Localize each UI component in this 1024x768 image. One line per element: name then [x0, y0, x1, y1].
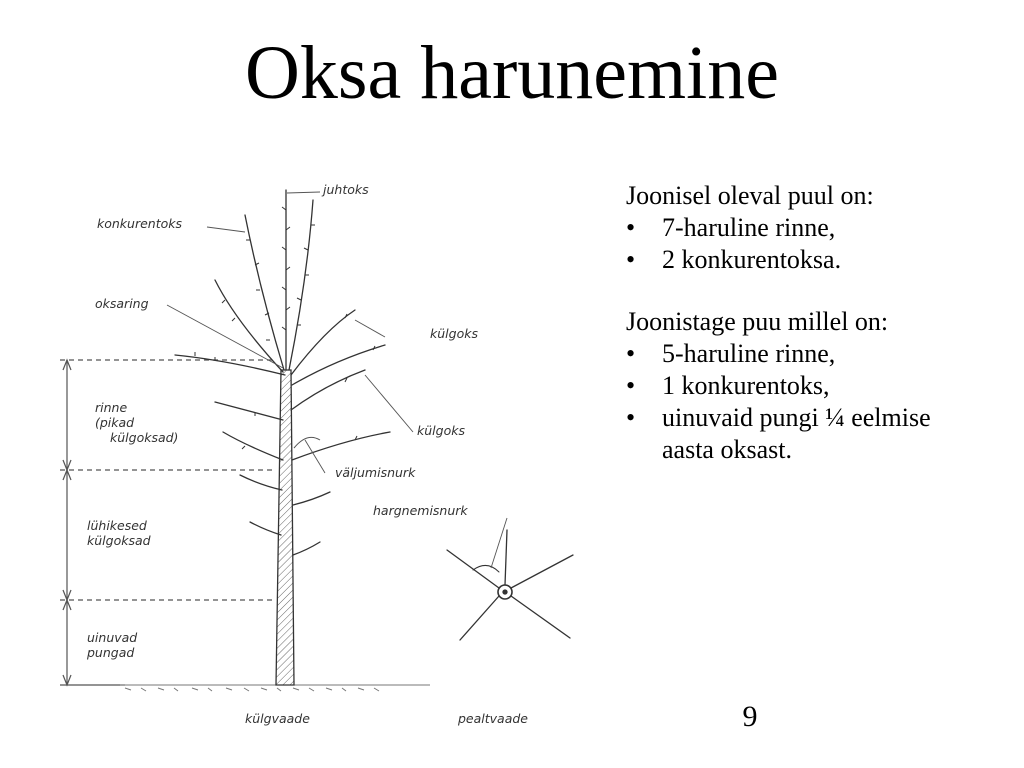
label-rinne-2: (pikad	[95, 415, 135, 430]
bullet-marker: •	[626, 245, 636, 274]
label-juhtoks: juhtoks	[323, 182, 369, 197]
task-text: Joonistage puu millel on:	[626, 307, 889, 336]
label-rinne-1: rinne	[95, 400, 128, 415]
bullet-item	[626, 370, 986, 402]
bullet-item	[626, 402, 986, 466]
bullet-item	[626, 338, 986, 370]
bullet-marker: •	[626, 403, 636, 432]
bullet-text: uinuvaid pungi ¼ eelmise aasta oksast.	[662, 403, 931, 464]
bullet-text: 5-haruline rinne,	[662, 339, 836, 368]
bullet-text: 2 konkurentoksa.	[662, 245, 842, 274]
label-uinuvad-1: uinuvad	[87, 630, 138, 645]
ground	[120, 685, 430, 691]
label-luhikesed-2: külgoksad	[87, 533, 151, 548]
slide-title: Oksa harunemine	[245, 31, 779, 115]
label-luhikesed-1: lühikesed	[87, 518, 147, 533]
bullet-text: 1 konkurentoks,	[662, 371, 830, 400]
page-number: 9	[742, 700, 758, 733]
label-harunemisnurk: hargnemisnurk	[373, 503, 468, 518]
intro-text: Joonisel oleval puul on:	[626, 181, 874, 210]
tree-trunk	[276, 370, 294, 685]
label-kulgoks-mid: külgoks	[417, 423, 465, 438]
bullet-marker: •	[626, 371, 636, 400]
top-view-star	[447, 530, 573, 640]
label-pealtvaade: pealtvaade	[458, 711, 529, 726]
text-panel	[626, 180, 986, 466]
label-kulgvaade: külgvaade	[245, 711, 310, 726]
bullet-marker: •	[626, 339, 636, 368]
label-konkurentoks: konkurentoks	[97, 216, 183, 231]
bullet-item	[626, 212, 986, 244]
bullet-item	[626, 244, 986, 276]
label-kulgoks-top: külgoks	[430, 326, 478, 341]
label-oksaring: oksaring	[95, 296, 149, 311]
label-rinne-3: külgoksad)	[110, 430, 179, 445]
label-uinuvad-2: pungad	[87, 645, 135, 660]
label-valjumisnurk: väljumisnurk	[335, 465, 416, 480]
bullet-marker: •	[626, 213, 636, 242]
tree-drawing	[55, 170, 585, 740]
tree-diagram	[55, 170, 585, 740]
bullet-text: 7-haruline rinne,	[662, 213, 836, 242]
